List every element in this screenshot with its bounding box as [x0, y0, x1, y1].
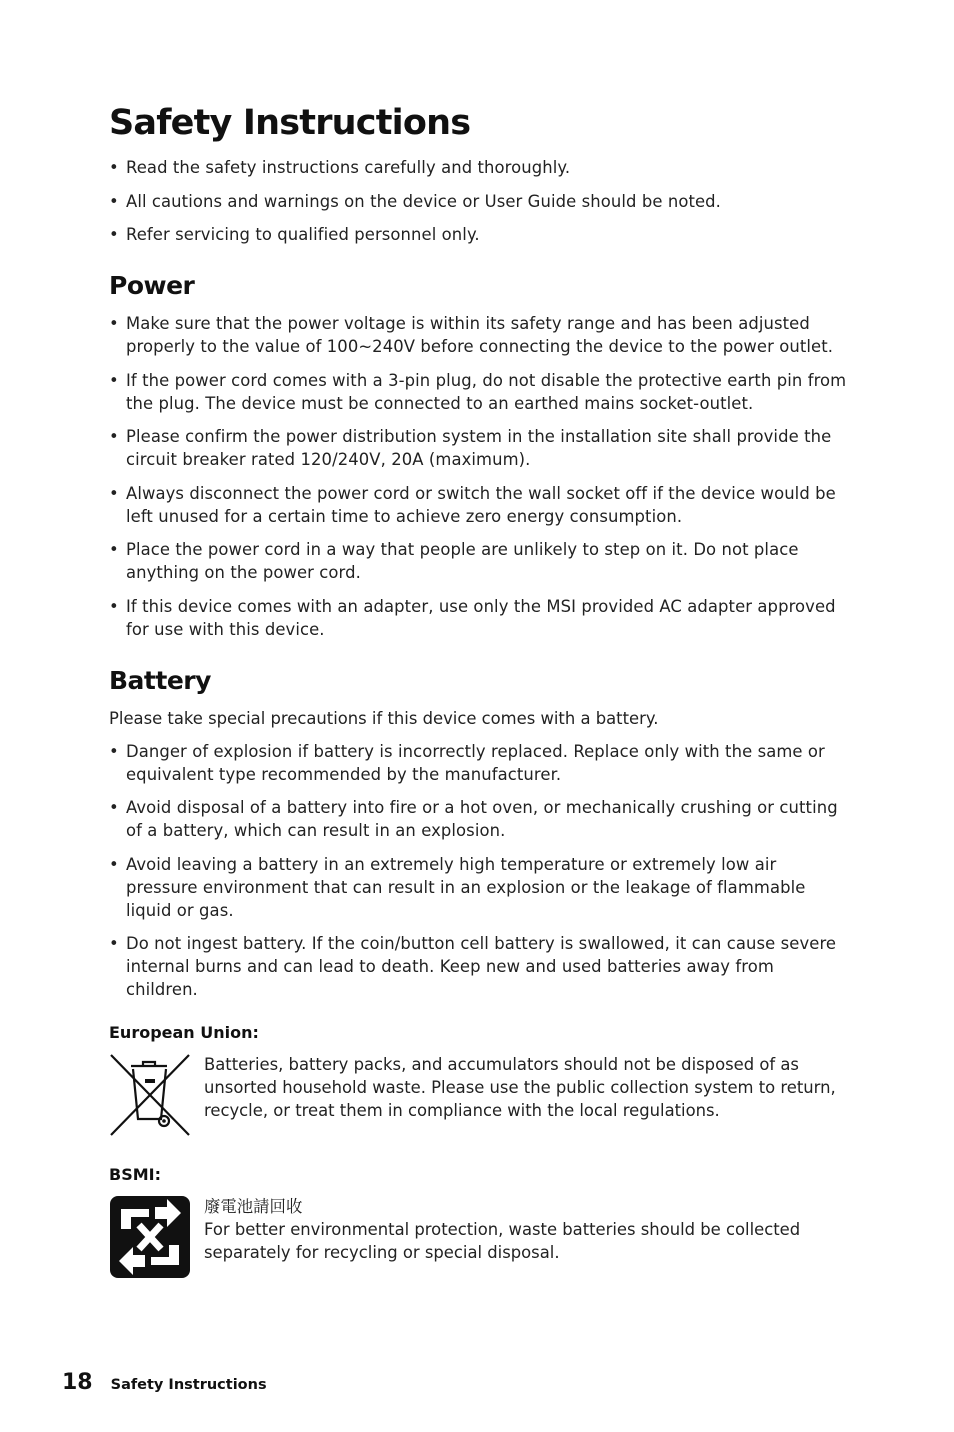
list-item	[109, 853, 849, 922]
page-title: Safety Instructions	[109, 103, 471, 143]
page-footer	[62, 1370, 267, 1395]
bullet: •	[109, 370, 119, 390]
bullet: •	[109, 225, 119, 244]
list-item-text: Read the safety instructions carefully and thoroughly.	[126, 158, 571, 177]
list-item-text: Always disconnect the power cord or switch the wall socket off if the device would be left unused for a certain time to achieve zero energy consumption.	[126, 483, 836, 526]
bullet: •	[109, 191, 119, 211]
list-item	[109, 312, 849, 358]
eu-text: Batteries, battery packs, and accumulators should not be disposed of as unsorted household waste. Please use the public collection system to return, recycle, or treat them in compliance with the local regulations.	[204, 1055, 836, 1120]
bullet: •	[109, 427, 119, 446]
list-item	[109, 156, 849, 179]
battery-heading: Battery	[109, 665, 211, 695]
power-list	[109, 312, 849, 641]
list-item-text: Avoid leaving a battery in an extremely high temperature or extremely low air pressure environment that can result in an explosion or the leakage of flammable liquid or gas.	[126, 854, 806, 920]
bullet: •	[109, 798, 119, 817]
bullet: •	[109, 158, 119, 177]
list-item-text: Refer servicing to qualified personnel only.	[126, 225, 480, 244]
power-heading: Power	[109, 271, 195, 300]
bullet: •	[109, 934, 119, 953]
bsmi-text-block	[204, 1195, 849, 1264]
list-item	[109, 482, 849, 528]
list-item-text: Make sure that the power voltage is within its safety range and has been adjusted properly to the value of 100~240V before connecting the device to the power outlet.	[126, 314, 834, 356]
page-content	[109, 98, 849, 1279]
bullet: •	[109, 483, 119, 503]
bullet: •	[109, 741, 119, 761]
list-item	[109, 538, 849, 584]
bullet: •	[109, 314, 119, 333]
eu-section	[109, 1053, 849, 1137]
list-item	[109, 425, 849, 471]
list-item-text: Do not ingest battery. If the coin/button cell battery is swallowed, it can cause severe internal burns and can lead to death. Keep new and used batteries away from children.	[126, 934, 837, 999]
list-item	[109, 932, 849, 1001]
list-item-text: If this device comes with an adapter, use only the MSI provided AC adapter approved for use with this device.	[126, 596, 836, 639]
intro-list	[109, 156, 849, 246]
list-item-text: Please confirm the power distribution system in the installation site shall provide the circuit breaker rated 120/240V, 20A (maximum).	[126, 427, 832, 469]
bsmi-section	[109, 1195, 849, 1279]
bsmi-chinese-text: 廢電池請回收	[204, 1197, 303, 1216]
list-item	[109, 223, 849, 246]
recycle-icon	[109, 1195, 191, 1279]
list-item-text: All cautions and warnings on the device or User Guide should be noted.	[126, 191, 721, 211]
page-number: 18	[62, 1370, 93, 1395]
battery-list	[109, 740, 849, 1002]
list-item-text: If the power cord comes with a 3-pin plug, do not disable the protective earth pin from the plug. The device must be connected to an earthed mains socket-outlet.	[126, 370, 847, 413]
eu-heading: European Union:	[109, 1023, 259, 1042]
crossed-bin-icon	[109, 1053, 191, 1137]
list-item	[109, 190, 849, 213]
bullet: •	[109, 540, 119, 559]
list-item	[109, 595, 849, 641]
list-item	[109, 369, 849, 415]
battery-intro: Please take special precautions if this device comes with a battery.	[109, 708, 659, 728]
list-item-text: Avoid disposal of a battery into fire or a hot oven, or mechanically crushing or cutting of a battery, which can result in an explosion.	[126, 798, 838, 840]
bsmi-text: For better environmental protection, waste batteries should be collected separately for recycling or special disposal.	[204, 1220, 801, 1262]
list-item	[109, 740, 849, 786]
bullet: •	[109, 854, 119, 874]
list-item-text: Danger of explosion if battery is incorrectly replaced. Replace only with the same or equivalent type recommended by the manufacturer.	[126, 741, 825, 784]
list-item	[109, 796, 849, 842]
bsmi-heading: BSMI:	[109, 1165, 161, 1184]
list-item-text: Place the power cord in a way that people are unlikely to step on it. Do not place anything on the power cord.	[126, 540, 799, 582]
footer-section-title: Safety Instructions	[110, 1377, 267, 1393]
bullet: •	[109, 596, 119, 616]
